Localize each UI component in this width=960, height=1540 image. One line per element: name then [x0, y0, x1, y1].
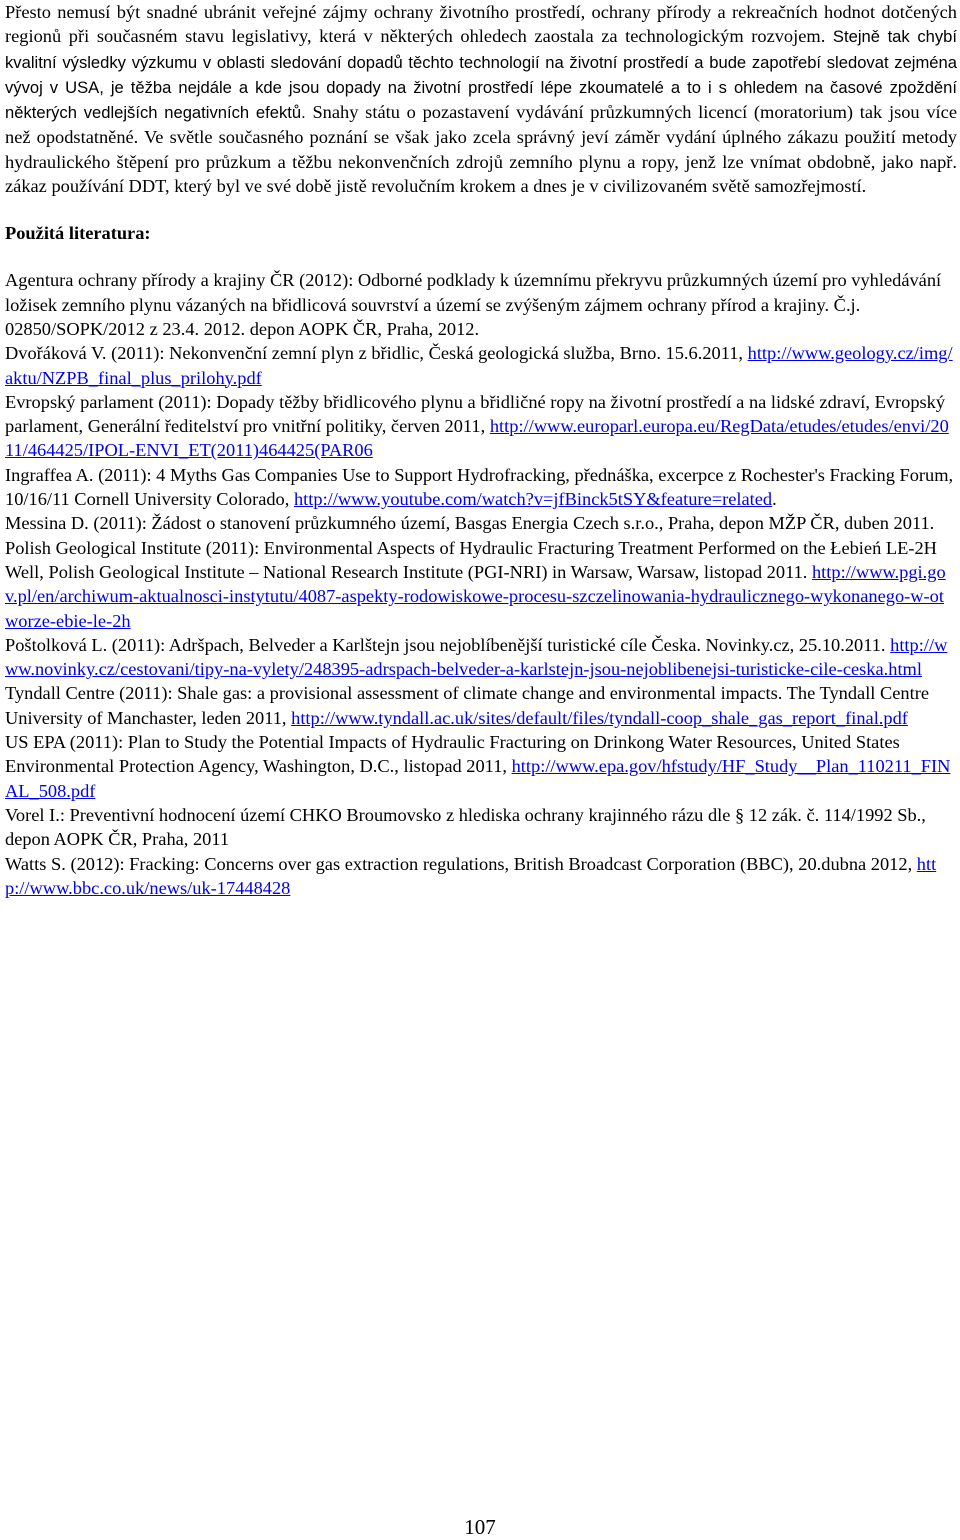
- reference-link[interactable]: http://www.europarl.europa.eu/RegData/etudes/etudes/envi/2011/464425/IPOL-ENVI_ET(2011)464425(PAR06: [5, 416, 949, 461]
- references-heading: Použitá literatura:: [5, 223, 151, 244]
- reference-item: [5, 681, 957, 730]
- intro-sentence-2: Stejně tak chybí kvalitní výsledky výzkumu v oblasti sledování dopadů těchto technologií na životní prostředí a bude zapotřebí sledovat zejména vývoj v USA, je těžba nejdále a kde jsou dopady na životní prostředí lépe zkoumatelé a to i s ohledem na časové zpoždění některých vedlejších negativních efektů.: [5, 27, 957, 123]
- page-number: 107: [464, 1515, 496, 1539]
- reference-text: Poštolková L. (2011): Adršpach, Belveder a Karlštejn jsou nejoblíbenější turistické cíle Česka. Novinky.cz, 25.10.2011.: [5, 634, 891, 655]
- reference-text: Agentura ochrany přírody a krajiny ČR (2012): Odborné podklady k územnímu překryvu průzkumných území pro vyhledávání ložisek zemního plynu vázaných na břidlicová souvrství a území se zvýšeným zájmem ochrany přírod a krajiny. Č.j. 02850/SOPK/2012 z 23.4. 2012. depon AOPK ČR, Praha, 2012.: [5, 270, 942, 339]
- reference-item: [5, 511, 957, 535]
- reference-link[interactable]: http://www.epa.gov/hfstudy/HF_Study__Plan_110211_FINAL_508.pdf: [5, 756, 951, 801]
- reference-item: [5, 463, 957, 512]
- reference-text: Dvořáková V. (2011): Nekonvenční zemní plyn z břidlic, Česká geologická služba, Brno. 15.6.2011,: [5, 343, 748, 364]
- reference-item: [5, 730, 957, 803]
- reference-text: Evropský parlament (2011): Dopady těžby břidlicového plynu a břidličné ropy na životní prostředí a na lidské zdraví, Evropský parlament, Generální ředitelství pro vnitřní politiky, červen 2011,: [5, 391, 946, 437]
- reference-text: Watts S. (2012): Fracking: Concerns over gas extraction regulations, British Broadcast Corporation (BBC), 20.dubna 2012,: [5, 853, 917, 874]
- reference-item: [5, 852, 957, 901]
- reference-text: Messina D. (2011): Žádost o stanovení průzkumného území, Basgas Energia Czech s.r.o., Praha, depon MŽP ČR, duben 2011.: [5, 513, 935, 534]
- references-list: [5, 268, 957, 900]
- reference-item: [5, 268, 957, 341]
- document-page: [5, 0, 957, 900]
- reference-text: Tyndall Centre (2011): Shale gas: a provisional assessment of climate change and environmental impacts. The Tyndall Centre University of Manchaster, leden 2011,: [5, 683, 930, 728]
- reference-link[interactable]: http://www.geology.cz/img/aktu/NZPB_final_plus_prilohy.pdf: [5, 343, 953, 388]
- reference-item: [5, 633, 957, 682]
- reference-text: Polish Geological Institute (2011): Environmental Aspects of Hydraulic Fracturing Treatment Performed on the Łebień LE-2H Well, Polish Geological Institute – National Research Institute (PGI-NRI) in Warsaw, Warsaw, listopad 2011.: [5, 537, 937, 582]
- reference-link[interactable]: http://www.youtube.com/watch?v=jfBinck5tSY&feature=related: [293, 489, 773, 510]
- reference-link[interactable]: http://www.pgi.gov.pl/en/archiwum-aktualnosci-instytutu/4087-aspekty-rodowiskowe-procesu-szczelinowania-hydraulicznego-wykonanego-w-otworze-ebie-le-2h: [5, 561, 946, 631]
- reference-link[interactable]: http://www.novinky.cz/cestovani/tipy-na-vylety/248395-adrspach-belveder-a-karlstejn-jsou-nejoblibenejsi-turisticke-cile-ceska.html: [5, 634, 948, 680]
- intro-paragraph: [5, 0, 957, 198]
- reference-link[interactable]: http://www.bbc.co.uk/news/uk-17448428: [5, 853, 937, 898]
- reference-item: [5, 803, 957, 852]
- intro-sentence-1: Přesto nemusí být snadné ubránit veřejné zájmy ochrany životního prostředí, ochrany přírody a rekreačních hodnot dotčených regionů při současném stavu legislativy, která v některých ohledech zaostala za technologickým rozvojem.: [5, 2, 957, 47]
- reference-text: Vorel I.: Preventivní hodnocení území CHKO Broumovsko z hlediska ochrany krajinného rázu dle § 12 zák. č. 114/1992 Sb., depon AOPK ČR, Praha, 2011: [5, 804, 926, 850]
- reference-text: US EPA (2011): Plan to Study the Potential Impacts of Hydraulic Fracturing on Drinkong Water Resources, United States Environmental Protection Agency, Washington, D.C., listopad 2011,: [5, 732, 900, 777]
- reference-suffix: .: [772, 489, 777, 510]
- reference-item: [5, 536, 957, 633]
- reference-text: Ingraffea A. (2011): 4 Myths Gas Companies Use to Support Hydrofracking, přednáška, excerpce z Rochester's Fracking Forum, 10/16/11 Cornell University Colorado,: [5, 464, 954, 510]
- reference-item: [5, 390, 957, 463]
- intro-sentence-3: Snahy státu o pozastavení vydávání průzkumných licencí (moratorium) tak jsou více než opodstatněné. Ve světle současného poznání se však jako zcela správný jeví záměr vydání úplného zákazu použití metody hydraulického štěpení pro průzkum a těžbu nekonvenčních zdrojů zemního plynu a ropy, jenž lze vnímat obdobně, jako např. zákaz používání DDT, který byl ve své době jistě revolučním krokem a dnes je v civilizovaném světě samozřejmostí.: [5, 102, 957, 197]
- reference-item: [5, 341, 957, 390]
- reference-link[interactable]: http://www.tyndall.ac.uk/sites/default/files/tyndall-coop_shale_gas_report_final.pdf: [291, 707, 908, 728]
